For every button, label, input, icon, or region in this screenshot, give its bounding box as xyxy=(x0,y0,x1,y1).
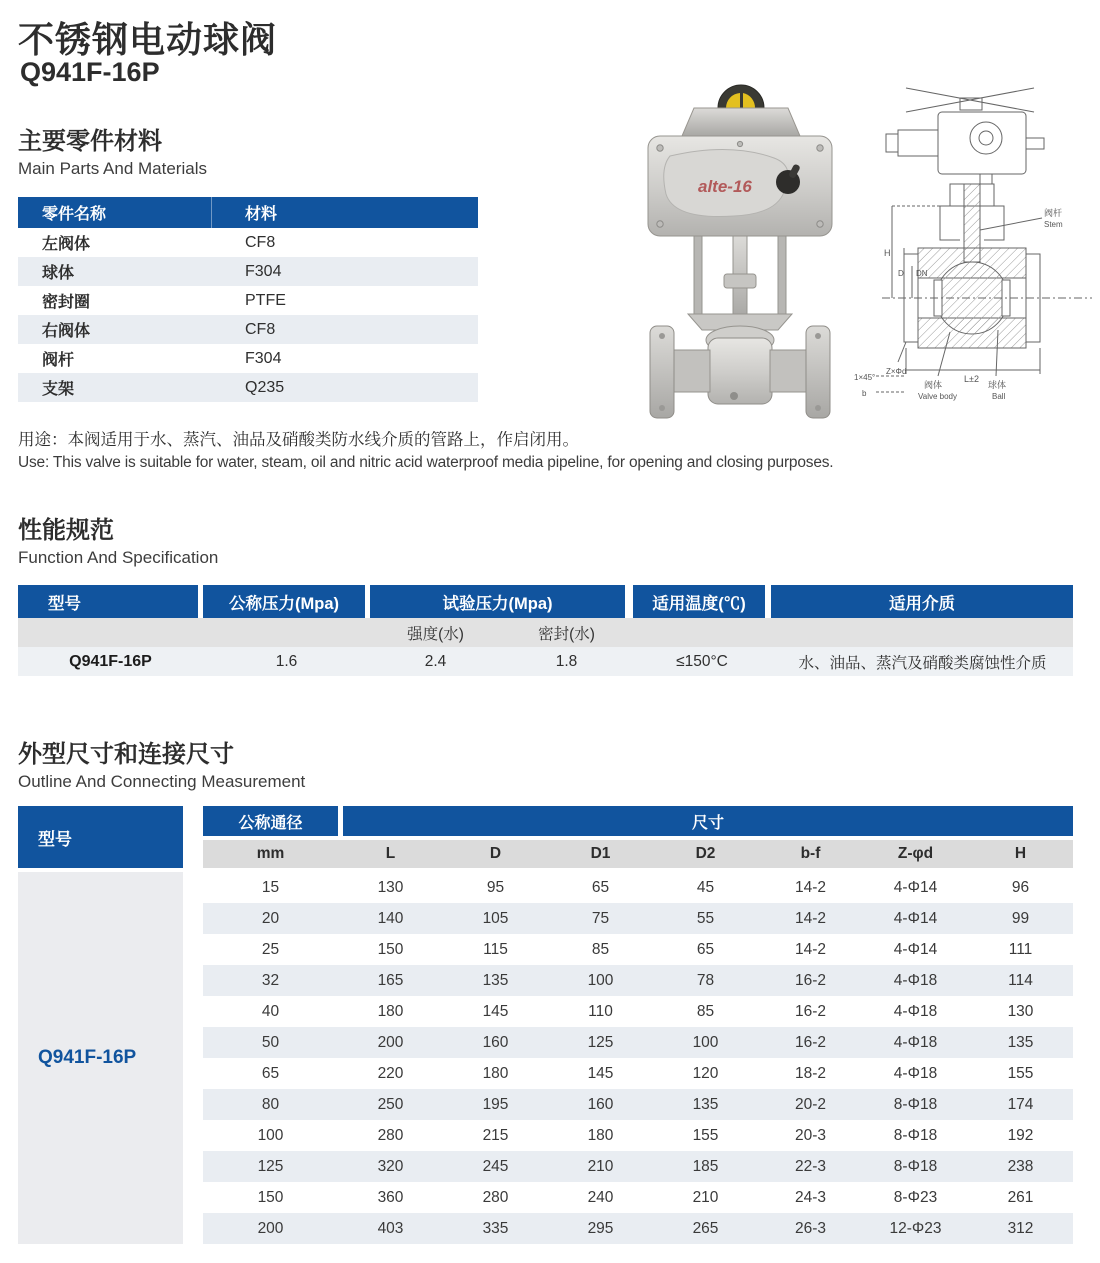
dim-label-b: b xyxy=(862,389,867,398)
cell-D1: 160 xyxy=(587,1095,614,1113)
materials-table-header xyxy=(18,197,478,228)
cell-dn: 32 xyxy=(261,971,280,989)
table-row xyxy=(203,1182,1073,1213)
cell-H: 111 xyxy=(1008,940,1033,958)
part-name-cell: 支架 xyxy=(42,381,75,398)
dimensions-heading-cn: 外型尺寸和连接尺寸 xyxy=(18,741,234,768)
material-cell: PTFE xyxy=(245,291,286,309)
table-row xyxy=(203,1089,1073,1120)
cell-D: 115 xyxy=(483,940,508,958)
cell-L: 360 xyxy=(377,1188,404,1206)
table-row xyxy=(203,996,1073,1027)
table-row xyxy=(203,903,1073,934)
cell-D1: 65 xyxy=(591,878,610,896)
spec-media-cell: 水、油品、蒸汽及硝酸类腐蚀性介质 xyxy=(798,654,1047,672)
cell-H: 312 xyxy=(1007,1219,1034,1237)
dim-table-header xyxy=(203,806,1073,836)
cell-L: 150 xyxy=(377,940,404,958)
cell-D2: 155 xyxy=(692,1126,719,1144)
cell-D1: 100 xyxy=(587,971,614,989)
cell-D1: 180 xyxy=(587,1126,614,1144)
brand-label: alte-16 xyxy=(698,177,752,196)
cell-H: 238 xyxy=(1007,1157,1034,1175)
dimensions-heading-en: Outline And Connecting Measurement xyxy=(18,772,306,791)
cell-bf: 20-3 xyxy=(794,1126,827,1144)
cell-bf: 14-2 xyxy=(794,909,827,927)
cell-dn: 65 xyxy=(261,1064,280,1082)
table-row xyxy=(18,286,478,315)
spec-seal-cell: 1.8 xyxy=(555,652,578,670)
cell-dn: 40 xyxy=(261,1002,280,1020)
cell-L: 250 xyxy=(377,1095,404,1113)
technical-drawing xyxy=(846,80,1098,420)
table-row xyxy=(18,315,478,344)
cell-dn: 150 xyxy=(257,1188,284,1206)
table-row xyxy=(203,1058,1073,1089)
cell-D: 95 xyxy=(486,878,505,896)
cell-D: 145 xyxy=(482,1002,509,1020)
dim-sub-col-D2: D2 xyxy=(695,845,716,862)
usage-text-cn: 用途：本阀适用于水、蒸汽、油品及硝酸类防水线介质的管路上，作启闭用。 xyxy=(18,431,579,449)
dim-sub-unit: mm xyxy=(256,845,285,862)
cell-D2: 100 xyxy=(692,1033,719,1051)
dim-label-l: L±2 xyxy=(964,374,979,384)
cell-L: 403 xyxy=(377,1219,404,1237)
dim-sub-col-zphid: Z-φd xyxy=(897,845,934,862)
cell-L: 220 xyxy=(377,1064,404,1082)
cell-dn: 15 xyxy=(261,878,280,896)
cell-L: 200 xyxy=(377,1033,404,1051)
flange-left xyxy=(650,326,674,418)
materials-heading-en: Main Parts And Materials xyxy=(18,159,207,178)
spec-table-subheader xyxy=(18,618,1073,647)
cell-zphid: 4-Φ14 xyxy=(893,909,938,927)
cell-bf: 14-2 xyxy=(794,878,827,896)
spec-strength-cell: 2.4 xyxy=(424,652,447,670)
cell-H: 261 xyxy=(1007,1188,1034,1206)
cell-L: 180 xyxy=(377,1002,404,1020)
cell-D2: 265 xyxy=(692,1219,719,1237)
cell-bf: 14-2 xyxy=(794,940,827,958)
material-cell: CF8 xyxy=(245,233,276,251)
dim-sub-col-D1: D1 xyxy=(590,845,611,862)
page-title: 不锈钢电动球阀 xyxy=(18,19,278,60)
cell-D2: 85 xyxy=(696,1002,715,1020)
stem-label-en: Stem xyxy=(1044,220,1063,229)
spec-table-header xyxy=(18,585,1073,618)
cell-L: 130 xyxy=(377,878,404,896)
table-row xyxy=(203,872,1073,903)
part-name-cell: 球体 xyxy=(42,265,75,282)
table-row xyxy=(18,257,478,286)
spec-model-cell: Q941F-16P xyxy=(69,652,152,670)
dim-model-value: Q941F-16P xyxy=(18,872,183,1244)
spec-temp-cell: ≤150°C xyxy=(676,652,728,670)
cell-D1: 295 xyxy=(587,1219,614,1237)
cell-D: 215 xyxy=(482,1126,509,1144)
cell-zphid: 8-Φ18 xyxy=(893,1126,938,1144)
page-model-number: Q941F-16P xyxy=(20,57,160,87)
cell-bf: 16-2 xyxy=(794,1002,827,1020)
cell-H: 130 xyxy=(1007,1002,1034,1020)
table-row xyxy=(203,1151,1073,1182)
cell-D1: 145 xyxy=(587,1064,614,1082)
cell-dn: 80 xyxy=(261,1095,280,1113)
spec-col-media: 适用介质 xyxy=(771,585,1073,618)
cell-D: 195 xyxy=(482,1095,509,1113)
table-row xyxy=(18,228,478,257)
spec-col-pressure: 公称压力(Mpa) xyxy=(203,585,365,618)
part-name-cell: 阀杆 xyxy=(42,352,75,369)
cell-H: 99 xyxy=(1011,909,1030,927)
spec-heading-en: Function And Specification xyxy=(18,548,219,567)
cell-bf: 18-2 xyxy=(794,1064,827,1082)
material-cell: F304 xyxy=(245,262,282,280)
cell-D: 180 xyxy=(482,1064,509,1082)
cell-dn: 125 xyxy=(257,1157,284,1175)
cell-H: 135 xyxy=(1007,1033,1034,1051)
cell-D1: 240 xyxy=(587,1188,614,1206)
dim-label-dn: DN xyxy=(916,269,928,278)
cell-D: 135 xyxy=(482,971,509,989)
cell-dn: 200 xyxy=(257,1219,284,1237)
position-indicator-dome xyxy=(718,85,764,108)
cell-zphid: 4-Φ18 xyxy=(893,971,938,989)
dim-sub-col-L: L xyxy=(385,845,396,862)
cell-dn: 100 xyxy=(257,1126,284,1144)
cell-bf: 20-2 xyxy=(794,1095,827,1113)
materials-table-body xyxy=(18,228,478,402)
spec-col-model: 型号 xyxy=(18,585,198,618)
cell-zphid: 4-Φ14 xyxy=(893,878,938,896)
cell-H: 96 xyxy=(1011,878,1030,896)
usage-text-en: Use: This valve is suitable for water, steam, oil and nitric acid waterproof media pipeline, for opening and closing purposes. xyxy=(18,454,834,471)
cell-D2: 210 xyxy=(692,1188,719,1206)
dim-col-model: 型号 xyxy=(18,806,183,868)
dim-table-subheader xyxy=(203,840,1073,868)
cell-D: 160 xyxy=(482,1033,509,1051)
materials-table xyxy=(18,197,478,402)
dimensions-data-columns xyxy=(203,806,1073,1244)
spec-table xyxy=(18,585,1073,676)
cell-D: 105 xyxy=(482,909,509,927)
part-name-cell: 密封圈 xyxy=(42,294,91,311)
table-row xyxy=(18,373,478,402)
cell-D2: 78 xyxy=(696,971,715,989)
cell-D2: 45 xyxy=(696,878,715,896)
spec-sub-seal: 密封(水) xyxy=(538,625,595,643)
cell-dn: 25 xyxy=(261,940,280,958)
cell-zphid: 8-Φ18 xyxy=(893,1095,938,1113)
cell-L: 140 xyxy=(377,909,404,927)
spec-sub-strength: 强度(水) xyxy=(407,625,464,643)
section-spec-heading xyxy=(18,516,218,569)
dim-table-body xyxy=(203,872,1073,1244)
material-cell: CF8 xyxy=(245,320,276,338)
product-photo xyxy=(636,78,844,423)
cell-zphid: 8-Φ18 xyxy=(893,1157,938,1175)
cell-zphid: 8-Φ23 xyxy=(893,1188,938,1206)
table-row xyxy=(203,1027,1073,1058)
cell-bf: 26-3 xyxy=(794,1219,827,1237)
flange-right xyxy=(806,326,830,418)
stem-label-cn: 阀杆 xyxy=(1044,208,1063,218)
cell-dn: 20 xyxy=(261,909,280,927)
table-row xyxy=(18,344,478,373)
cell-D2: 135 xyxy=(692,1095,719,1113)
spec-col-temperature: 适用温度(℃) xyxy=(633,585,765,618)
cell-D2: 55 xyxy=(696,909,715,927)
cell-D1: 210 xyxy=(587,1157,614,1175)
materials-heading-cn: 主要零件材料 xyxy=(18,128,162,155)
materials-col-material: 材料 xyxy=(245,206,278,223)
ball-label-cn: 球体 xyxy=(988,380,1007,390)
cell-D1: 85 xyxy=(591,940,610,958)
cell-zphid: 4-Φ18 xyxy=(893,1064,938,1082)
dim-label-d: D xyxy=(898,269,904,278)
cell-zphid: 12-Φ23 xyxy=(889,1219,942,1237)
cell-zphid: 4-Φ18 xyxy=(893,1002,938,1020)
materials-col-part: 零件名称 xyxy=(18,197,212,228)
cell-bf: 22-3 xyxy=(794,1157,827,1175)
material-cell: Q235 xyxy=(245,378,285,396)
body-label-en: Valve body xyxy=(918,392,957,401)
part-name-cell: 右阀体 xyxy=(42,323,91,340)
cell-D1: 110 xyxy=(588,1002,613,1020)
cell-D: 280 xyxy=(482,1188,509,1206)
cell-D2: 120 xyxy=(692,1064,719,1082)
spec-col-test-pressure: 试验压力(Mpa) xyxy=(370,585,625,618)
cell-zphid: 4-Φ18 xyxy=(893,1033,938,1051)
cell-D1: 125 xyxy=(587,1033,614,1051)
dim-sub-col-H: H xyxy=(1014,845,1027,862)
dim-sub-col-D: D xyxy=(489,845,502,862)
spec-pressure-cell: 1.6 xyxy=(275,652,298,670)
cell-zphid: 4-Φ14 xyxy=(893,940,938,958)
section-dimensions-heading xyxy=(18,740,305,793)
cell-dn: 50 xyxy=(261,1033,280,1051)
dim-sub-col-bf: b-f xyxy=(800,845,821,862)
dim-label-z: Z×Φd xyxy=(886,367,907,376)
ball-label-en: Ball xyxy=(992,392,1006,401)
spec-table-row xyxy=(18,647,1073,676)
valve-body xyxy=(708,338,772,404)
table-row xyxy=(203,1213,1073,1244)
dim-col-nominal-diameter: 公称通径 xyxy=(203,806,338,836)
dimensions-model-column xyxy=(18,806,183,1244)
cell-L: 280 xyxy=(377,1126,404,1144)
table-row xyxy=(203,1120,1073,1151)
cell-bf: 24-3 xyxy=(794,1188,827,1206)
cell-H: 192 xyxy=(1007,1126,1034,1144)
body-label-cn: 阀体 xyxy=(924,380,943,390)
cell-L: 320 xyxy=(377,1157,404,1175)
dim-col-size: 尺寸 xyxy=(343,806,1073,836)
cell-D: 335 xyxy=(482,1219,509,1237)
section-materials-heading xyxy=(18,127,207,180)
part-name-cell: 左阀体 xyxy=(42,236,91,253)
table-row xyxy=(203,965,1073,996)
dim-label-chamfer: 1×45° xyxy=(854,373,876,382)
cell-H: 114 xyxy=(1008,971,1033,989)
cell-bf: 16-2 xyxy=(794,971,827,989)
cell-L: 165 xyxy=(377,971,404,989)
cell-bf: 16-2 xyxy=(794,1033,827,1051)
cell-D1: 75 xyxy=(591,909,610,927)
material-cell: F304 xyxy=(245,349,282,367)
dim-label-h: H xyxy=(884,248,891,258)
spec-heading-cn: 性能规范 xyxy=(18,517,114,544)
cell-D2: 65 xyxy=(696,940,715,958)
dimensions-table xyxy=(18,806,1073,1244)
cell-D: 245 xyxy=(482,1157,509,1175)
cell-H: 174 xyxy=(1007,1095,1034,1113)
cell-H: 155 xyxy=(1007,1064,1034,1082)
table-row xyxy=(203,934,1073,965)
cell-D2: 185 xyxy=(692,1157,719,1175)
